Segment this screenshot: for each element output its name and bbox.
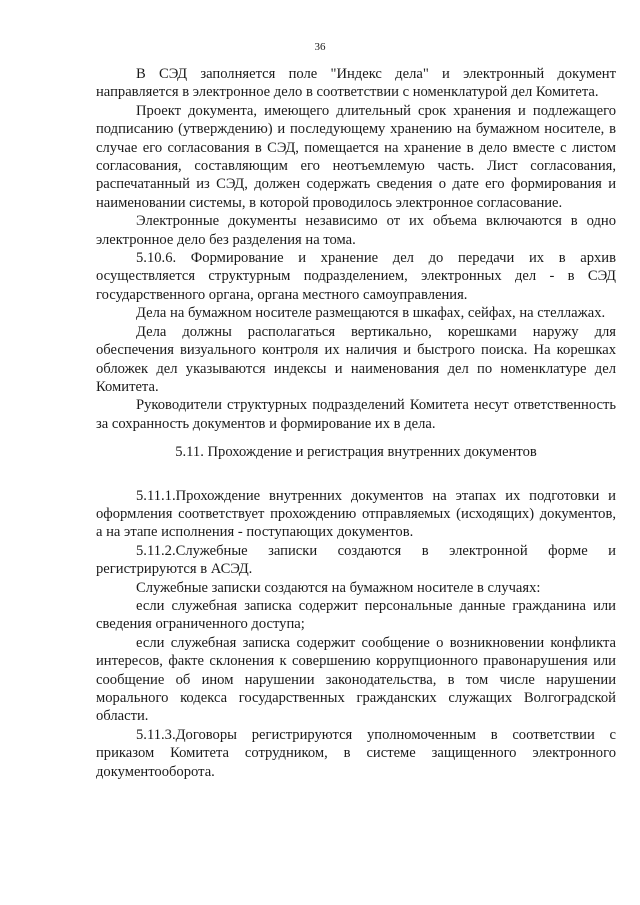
paragraph: Дела должны располагаться вертикально, корешками наружу для обеспечения визуального контроля их наличия и быстрого поиска. На корешках обложек дел указываются индексы и наименования дел по номенклатуре дел Комитета. [96,323,616,395]
paragraph: Служебные записки создаются на бумажном носителе в случаях: [136,579,541,596]
paragraph: 5.11.2.Служебные записки создаются в электронной форме и регистрируются в АСЭД. [96,542,616,578]
document-body [96,65,616,781]
paragraph: Руководители структурных подразделений Комитета несут ответственность за сохранность документов и формирование их в дела. [96,397,616,432]
page-number: 36 [314,41,326,53]
paragraph: если служебная записка содержит персональные данные гражданина или сведения ограниченного доступа; [96,597,616,633]
paragraph: если служебная записка содержит сообщение о возникновении конфликта интересов, факте склонения к совершению коррупционного правонарушения или сообщение об ином нарушении законодательства, в том числе нарушении морального кодекса государственных гражданских служащих Волгоградской области. [96,634,616,725]
section-heading: 5.11. Прохождение и регистрация внутренних документов [175,444,537,461]
paragraph: 5.11.3.Договоры регистрируются уполномоченным в соответствии с приказом Комитета сотрудником, в системе защищенного электронного документооборота. [96,726,616,780]
paragraph: 5.11.1.Прохождение внутренних документов на этапах их подготовки и оформления соответствует прохождению отправляемых (исходящих) документов, а на этапе исполнения - поступающих документов. [96,487,616,541]
paragraph: В СЭД заполняется поле "Индекс дела" и электронный документ направляется в электронное дело в соответствии с номенклатурой дел Комитета. [96,66,616,101]
paragraph: 5.10.6. Формирование и хранение дел до передачи их в архив осуществляется структурным подразделением, электронных дел - в СЭД государственного органа, органа местного самоуправления. [96,250,616,303]
paragraph: Проект документа, имеющего длительный срок хранения и подлежащего подписанию (утверждению) и последующему хранению на бумажном носителе, в случае его согласования в СЭД, помещается на хранение в дело вместе с листом согласования, составляющим его неотъемлемую часть. Лист согласования, распечатанный из СЭД, должен содержать сведения о дате его формирования и наименовании системы, в которой проводилось электронное согласование. [96,102,616,211]
paragraph: Дела на бумажном носителе размещаются в шкафах, сейфах, на стеллажах. [136,305,606,322]
paragraph: Электронные документы независимо от их объема включаются в одно электронное дело без разделения на тома. [96,213,616,248]
